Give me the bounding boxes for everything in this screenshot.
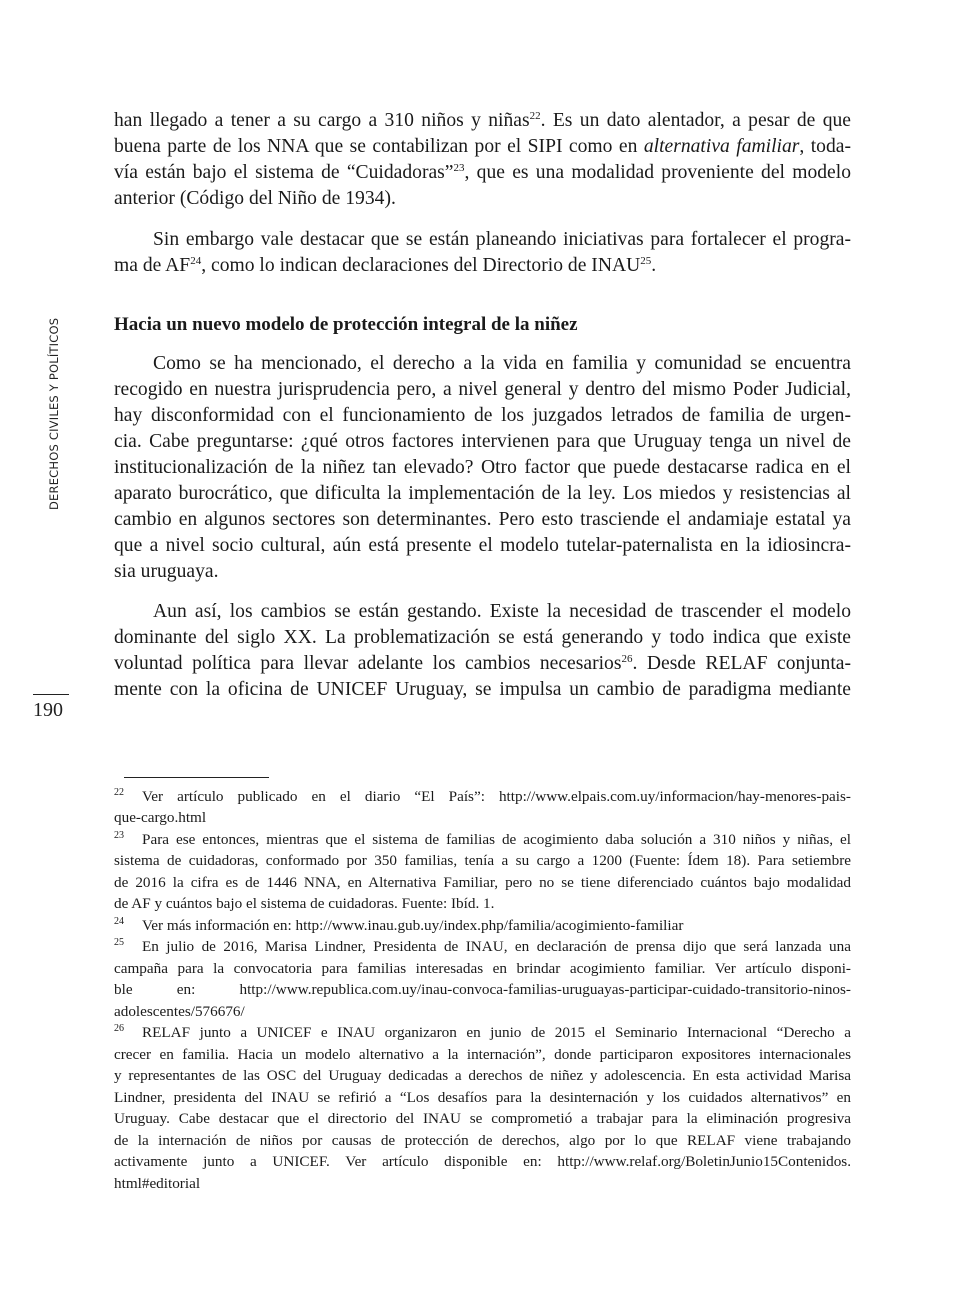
text-span: , como lo indican declaraciones del Directorio de INAU xyxy=(201,255,641,276)
text-span: buena parte de los NNA que se contabilizan por el SIPI como en xyxy=(114,136,644,157)
text-line: Como se ha mencionado, el derecho a la vida en familia y comunidad se encuentra xyxy=(153,353,851,374)
text-line: mente con la oficina de UNICEF Uruguay, se impulsa un cambio de paradigma mediante xyxy=(114,679,851,700)
running-head: DERECHOS CIVILES Y POLÍTICOS xyxy=(47,317,61,510)
footnote-line: de la internación de niños por causas de protección de derechos, algo por lo que RELAF viene trabajando xyxy=(114,1132,851,1149)
text-span: , que es una modalidad proveniente del modelo xyxy=(464,162,851,183)
footnote-line: y representantes de las OSC del Uruguay dedicadas a derechos de niñez y adolescencia. En esta actividad Marisa xyxy=(114,1067,851,1084)
footnote-line: que-cargo.html xyxy=(114,809,207,826)
footnote-line: de 2016 la cifra es de 1446 NNA, en Alternativa Familiar, pero no se tiene diferenciado cuántos bajo modalidad xyxy=(114,874,851,891)
text-line: hay disconformidad con el funcionamiento de los juzgados letrados de familia de urgen- xyxy=(114,405,851,426)
footnote-number: 24 xyxy=(114,916,124,927)
text-span: . xyxy=(651,255,657,276)
footnote-number: 26 xyxy=(114,1023,124,1034)
text-line: Sin embargo vale destacar que se están planeando iniciativas para fortalecer el progra- xyxy=(153,229,851,250)
footnote-line: Ver más información en: http://www.inau.gub.uy/index.php/familia/acogimiento-familiar xyxy=(142,917,684,934)
footnote-ref-26[interactable]: 26 xyxy=(621,653,633,665)
footnote-line: crecer en familia. Hacia un modelo alternativo a la internación”, donde participaron expositores internacionales xyxy=(114,1046,851,1063)
footnote-line: campaña para la convocatoria para familias interesadas en brindar acogimiento familiar. Ver artículo disponi- xyxy=(114,960,851,977)
text-line: recogido en nuestra jurisprudencia pero, a nivel general y dentro del mismo Poder Judicial, xyxy=(114,379,851,400)
text-line xyxy=(114,160,851,186)
text-line xyxy=(114,253,851,279)
footnote-line: de AF y cuántos bajo el sistema de cuidadoras. Fuente: Ibíd. 1. xyxy=(114,895,495,912)
text-line xyxy=(114,134,851,160)
text-line: anterior (Código del Niño de 1934). xyxy=(114,188,396,209)
footnote-line: En julio de 2016, Marisa Lindner, Presidenta de INAU, en declaración de prensa dijo que será lanzada una xyxy=(142,938,851,955)
text-span: han llegado a tener a su cargo a 310 niños y niñas xyxy=(114,110,530,131)
footnote-line: adolescentes/576676/ xyxy=(114,1003,245,1020)
footnote-separator xyxy=(124,777,269,778)
italic-term: alternativa familiar xyxy=(643,136,800,157)
text-line: sia uruguaya. xyxy=(114,561,219,582)
text-line xyxy=(114,651,851,677)
footnote-line: Uruguay. Cabe destacar que el directorio del INAU se comprometió a trabajar para la eliminación progresiva xyxy=(114,1110,851,1127)
footnote-line: Ver artículo publicado en el diario “El País”: http://www.elpais.com.uy/informacion/hay-menores-pais- xyxy=(142,788,851,805)
footnote-line: RELAF junto a UNICEF e INAU organizaron en junio de 2015 el Seminario Internacional “Derecho a xyxy=(142,1024,851,1041)
text-line xyxy=(114,108,851,134)
text-span: vía están bajo el sistema de “Cuidadoras” xyxy=(114,162,454,183)
footnote-ref-22[interactable]: 22 xyxy=(529,110,541,122)
text-line: que a nivel socio cultural, aún está presente el modelo tutelar-paternalista en la idiosincra- xyxy=(114,535,851,556)
text-line: institucionalización de la niñez tan elevado? Otro factor que puede destacarse radica en el xyxy=(114,457,851,478)
footnote-line: sistema de cuidadoras, conformado por 350 familias, tenía a su cargo a 1200 (Fuente: Ídem 18). Para setiembre xyxy=(114,852,851,869)
text-span: voluntad política para llevar adelante los cambios necesarios xyxy=(114,653,622,674)
text-span: . Desde RELAF conjunta- xyxy=(632,653,852,674)
footnote-line: Lindner, presidenta del INAU se refirió a “Los desafíos para la desinternación y los cuidados alternativos” en xyxy=(114,1089,851,1106)
text-line: dominante del siglo XX. La problematización se está generando y todo indica que existe xyxy=(114,627,851,648)
text-line: cambio en algunos sectores son determinantes. Pero esto trasciende el andamiaje estatal ya xyxy=(114,509,851,530)
page-number: 190 xyxy=(33,699,63,721)
footnote-ref-25[interactable]: 25 xyxy=(640,255,652,267)
text-line: aparato burocrático, que dificulta la implementación de la ley. Los miedos y resistencias al xyxy=(114,483,851,504)
footnote-line: Para ese entonces, mientras que el sistema de familias de acogimiento daba solución a 310 niños y niñas, el xyxy=(142,831,851,848)
text-span: , toda- xyxy=(799,136,851,157)
section-heading: Hacia un nuevo modelo de protección integral de la niñez xyxy=(114,314,578,335)
footnote-line: activamente junto a UNICEF. Ver artículo disponible en: http://www.relaf.org/BoletinJunio15Contenidos. xyxy=(114,1153,851,1170)
footnote-number: 22 xyxy=(114,787,124,798)
footnote-number: 23 xyxy=(114,830,124,841)
text-line: cia. Cabe preguntarse: ¿qué otros factores intervienen para que Uruguay tenga un nivel de xyxy=(114,431,851,452)
page-number-rule xyxy=(33,694,69,695)
footnote-ref-24[interactable]: 24 xyxy=(190,255,202,267)
footnote-line: ble en: http://www.republica.com.uy/inau-convoca-familias-uruguayas-participar-cuidado-transitorio-ninos- xyxy=(114,981,851,998)
footnote-number: 25 xyxy=(114,937,124,948)
text-line: Aun así, los cambios se están gestando. Existe la necesidad de trascender el modelo xyxy=(153,601,851,622)
footnote-line: html#editorial xyxy=(114,1175,201,1192)
text-span: ma de AF xyxy=(114,255,191,276)
footnote-ref-23[interactable]: 23 xyxy=(453,162,465,174)
text-span: . Es un dato alentador, a pesar de que xyxy=(540,110,851,131)
